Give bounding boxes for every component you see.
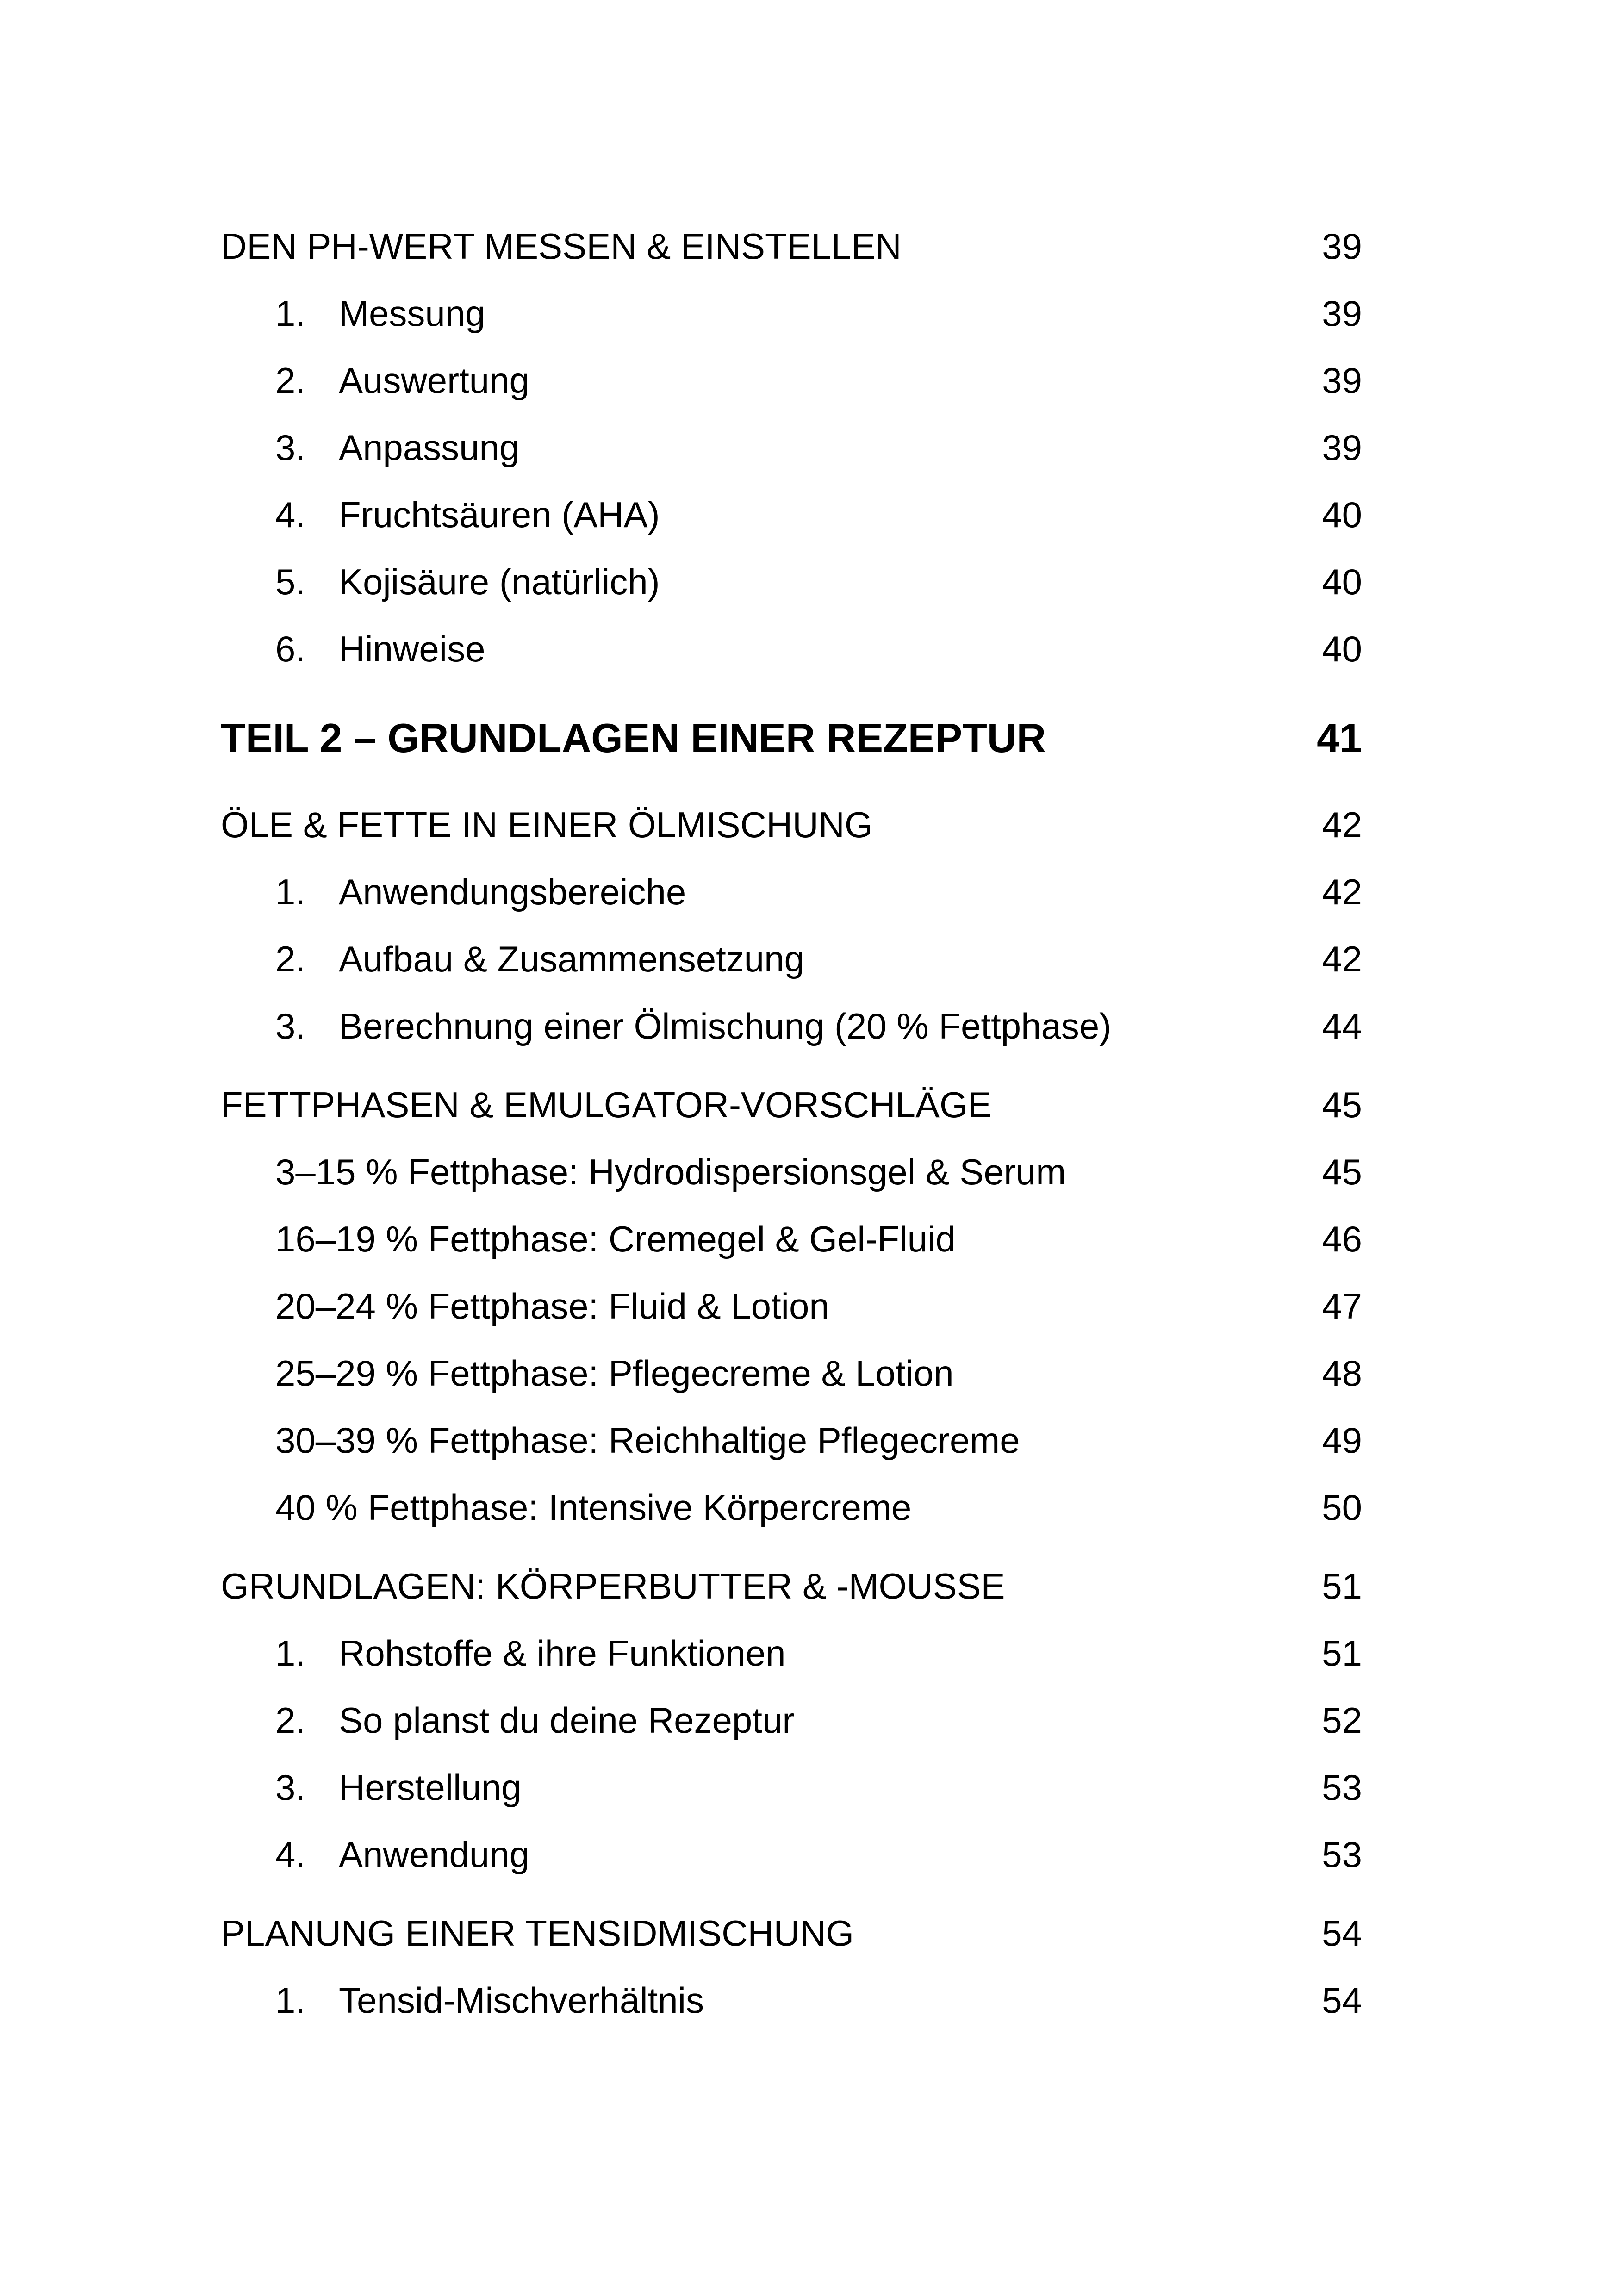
entry-number: 2.	[275, 939, 306, 979]
toc-entry-section[interactable]	[221, 213, 1362, 280]
entry-title: 40 % Fettphase: Intensive Körpercreme	[275, 1487, 912, 1528]
entry-number: 2.	[275, 360, 306, 401]
entry-page-number: 53	[1322, 1834, 1362, 1875]
toc-entry-numbered[interactable]	[221, 1967, 1362, 2034]
toc-entry-sub[interactable]	[221, 1407, 1362, 1474]
entry-title: Fruchtsäuren (AHA)	[339, 494, 660, 535]
entry-title: 20–24 % Fettphase: Fluid & Lotion	[275, 1286, 829, 1326]
toc-entry-sub[interactable]	[221, 1474, 1362, 1541]
entry-title: Kojisäure (natürlich)	[339, 561, 660, 602]
toc-entry-numbered[interactable]	[221, 616, 1362, 683]
toc-entry-numbered[interactable]	[221, 548, 1362, 616]
entry-number: 1.	[275, 871, 306, 912]
entry-number: 4.	[275, 1834, 306, 1875]
toc-entry-section[interactable]	[221, 1900, 1362, 1967]
toc-entry-sub[interactable]	[221, 1206, 1362, 1273]
entry-title: ÖLE & FETTE IN EINER ÖLMISCHUNG	[221, 804, 873, 845]
entry-title: Anpassung	[339, 427, 520, 468]
entry-page-number: 40	[1322, 561, 1362, 602]
entry-number: 1.	[275, 293, 306, 334]
entry-title: DEN PH-WERT MESSEN & EINSTELLEN	[221, 226, 902, 267]
table-of-contents	[221, 213, 1362, 2034]
toc-entry-section[interactable]	[221, 1071, 1362, 1139]
toc-entry-numbered[interactable]	[221, 1620, 1362, 1687]
entry-title: Anwendung	[339, 1834, 530, 1875]
toc-entry-numbered[interactable]	[221, 280, 1362, 347]
entry-title: Rohstoffe & ihre Funktionen	[339, 1633, 786, 1674]
entry-title: 16–19 % Fettphase: Cremegel & Gel-Fluid	[275, 1219, 956, 1259]
entry-title: So planst du deine Rezeptur	[339, 1700, 795, 1741]
entry-title: 3–15 % Fettphase: Hydrodispersionsgel & Serum	[275, 1151, 1066, 1192]
entry-number: 6.	[275, 628, 306, 669]
entry-title: Aufbau & Zusammensetzung	[339, 939, 804, 979]
entry-page-number: 50	[1322, 1487, 1362, 1528]
toc-entry-sub[interactable]	[221, 1273, 1362, 1340]
entry-title: PLANUNG EINER TENSIDMISCHUNG	[221, 1913, 854, 1954]
toc-entry-numbered[interactable]	[221, 347, 1362, 414]
entry-title: Tensid-Mischverhältnis	[339, 1980, 704, 2021]
toc-entry-numbered[interactable]	[221, 1754, 1362, 1821]
entry-page-number: 54	[1322, 1913, 1362, 1954]
entry-page-number: 47	[1322, 1286, 1362, 1326]
entry-number: 4.	[275, 494, 306, 535]
entry-page-number: 39	[1322, 226, 1362, 267]
entry-title: Messung	[339, 293, 485, 334]
entry-page-number: 53	[1322, 1767, 1362, 1808]
entry-title: 25–29 % Fettphase: Pflegecreme & Lotion	[275, 1353, 954, 1394]
entry-page-number: 42	[1322, 939, 1362, 979]
entry-page-number: 45	[1322, 1084, 1362, 1125]
toc-entry-part[interactable]	[221, 697, 1362, 780]
entry-page-number: 39	[1322, 293, 1362, 334]
entry-page-number: 39	[1322, 427, 1362, 468]
entry-number: 3.	[275, 427, 306, 468]
entry-page-number: 48	[1322, 1353, 1362, 1394]
entry-number: 3.	[275, 1006, 306, 1046]
entry-title: Anwendungsbereiche	[339, 871, 686, 912]
toc-entry-numbered[interactable]	[221, 1821, 1362, 1888]
entry-title: 30–39 % Fettphase: Reichhaltige Pflegecreme	[275, 1420, 1020, 1461]
entry-page-number: 40	[1322, 494, 1362, 535]
toc-entry-numbered[interactable]	[221, 481, 1362, 548]
entry-title: Herstellung	[339, 1767, 522, 1808]
entry-number: 3.	[275, 1767, 306, 1808]
toc-entry-numbered[interactable]	[221, 414, 1362, 481]
entry-page-number: 42	[1322, 871, 1362, 912]
toc-entry-numbered[interactable]	[221, 859, 1362, 926]
entry-page-number: 51	[1322, 1633, 1362, 1674]
toc-entry-section[interactable]	[221, 791, 1362, 859]
toc-entry-numbered[interactable]	[221, 926, 1362, 993]
entry-page-number: 42	[1322, 804, 1362, 845]
toc-entry-sub[interactable]	[221, 1139, 1362, 1206]
toc-entry-sub[interactable]	[221, 1340, 1362, 1407]
entry-page-number: 49	[1322, 1420, 1362, 1461]
entry-title: Auswertung	[339, 360, 529, 401]
entry-title: Berechnung einer Ölmischung (20 % Fettphase)	[339, 1006, 1112, 1046]
entry-page-number: 45	[1322, 1151, 1362, 1192]
toc-entry-section[interactable]	[221, 1553, 1362, 1620]
entry-page-number: 44	[1322, 1006, 1362, 1046]
toc-entry-numbered[interactable]	[221, 1687, 1362, 1754]
entry-number: 2.	[275, 1700, 306, 1741]
entry-page-number: 39	[1322, 360, 1362, 401]
entry-page-number: 46	[1322, 1219, 1362, 1259]
entry-title: FETTPHASEN & EMULGATOR-VORSCHLÄGE	[221, 1084, 992, 1125]
entry-page-number: 52	[1322, 1700, 1362, 1741]
entry-number: 1.	[275, 1980, 306, 2021]
entry-title: GRUNDLAGEN: KÖRPERBUTTER & -MOUSSE	[221, 1566, 1005, 1606]
entry-page-number: 54	[1322, 1980, 1362, 2021]
entry-page-number: 51	[1322, 1566, 1362, 1606]
entry-number: 5.	[275, 561, 306, 602]
toc-entry-numbered[interactable]	[221, 993, 1362, 1060]
entry-page-number: 41	[1317, 715, 1362, 761]
entry-number: 1.	[275, 1633, 306, 1674]
entry-page-number: 40	[1322, 628, 1362, 669]
entry-title: Hinweise	[339, 628, 485, 669]
entry-title: TEIL 2 – GRUNDLAGEN EINER REZEPTUR	[221, 715, 1046, 761]
